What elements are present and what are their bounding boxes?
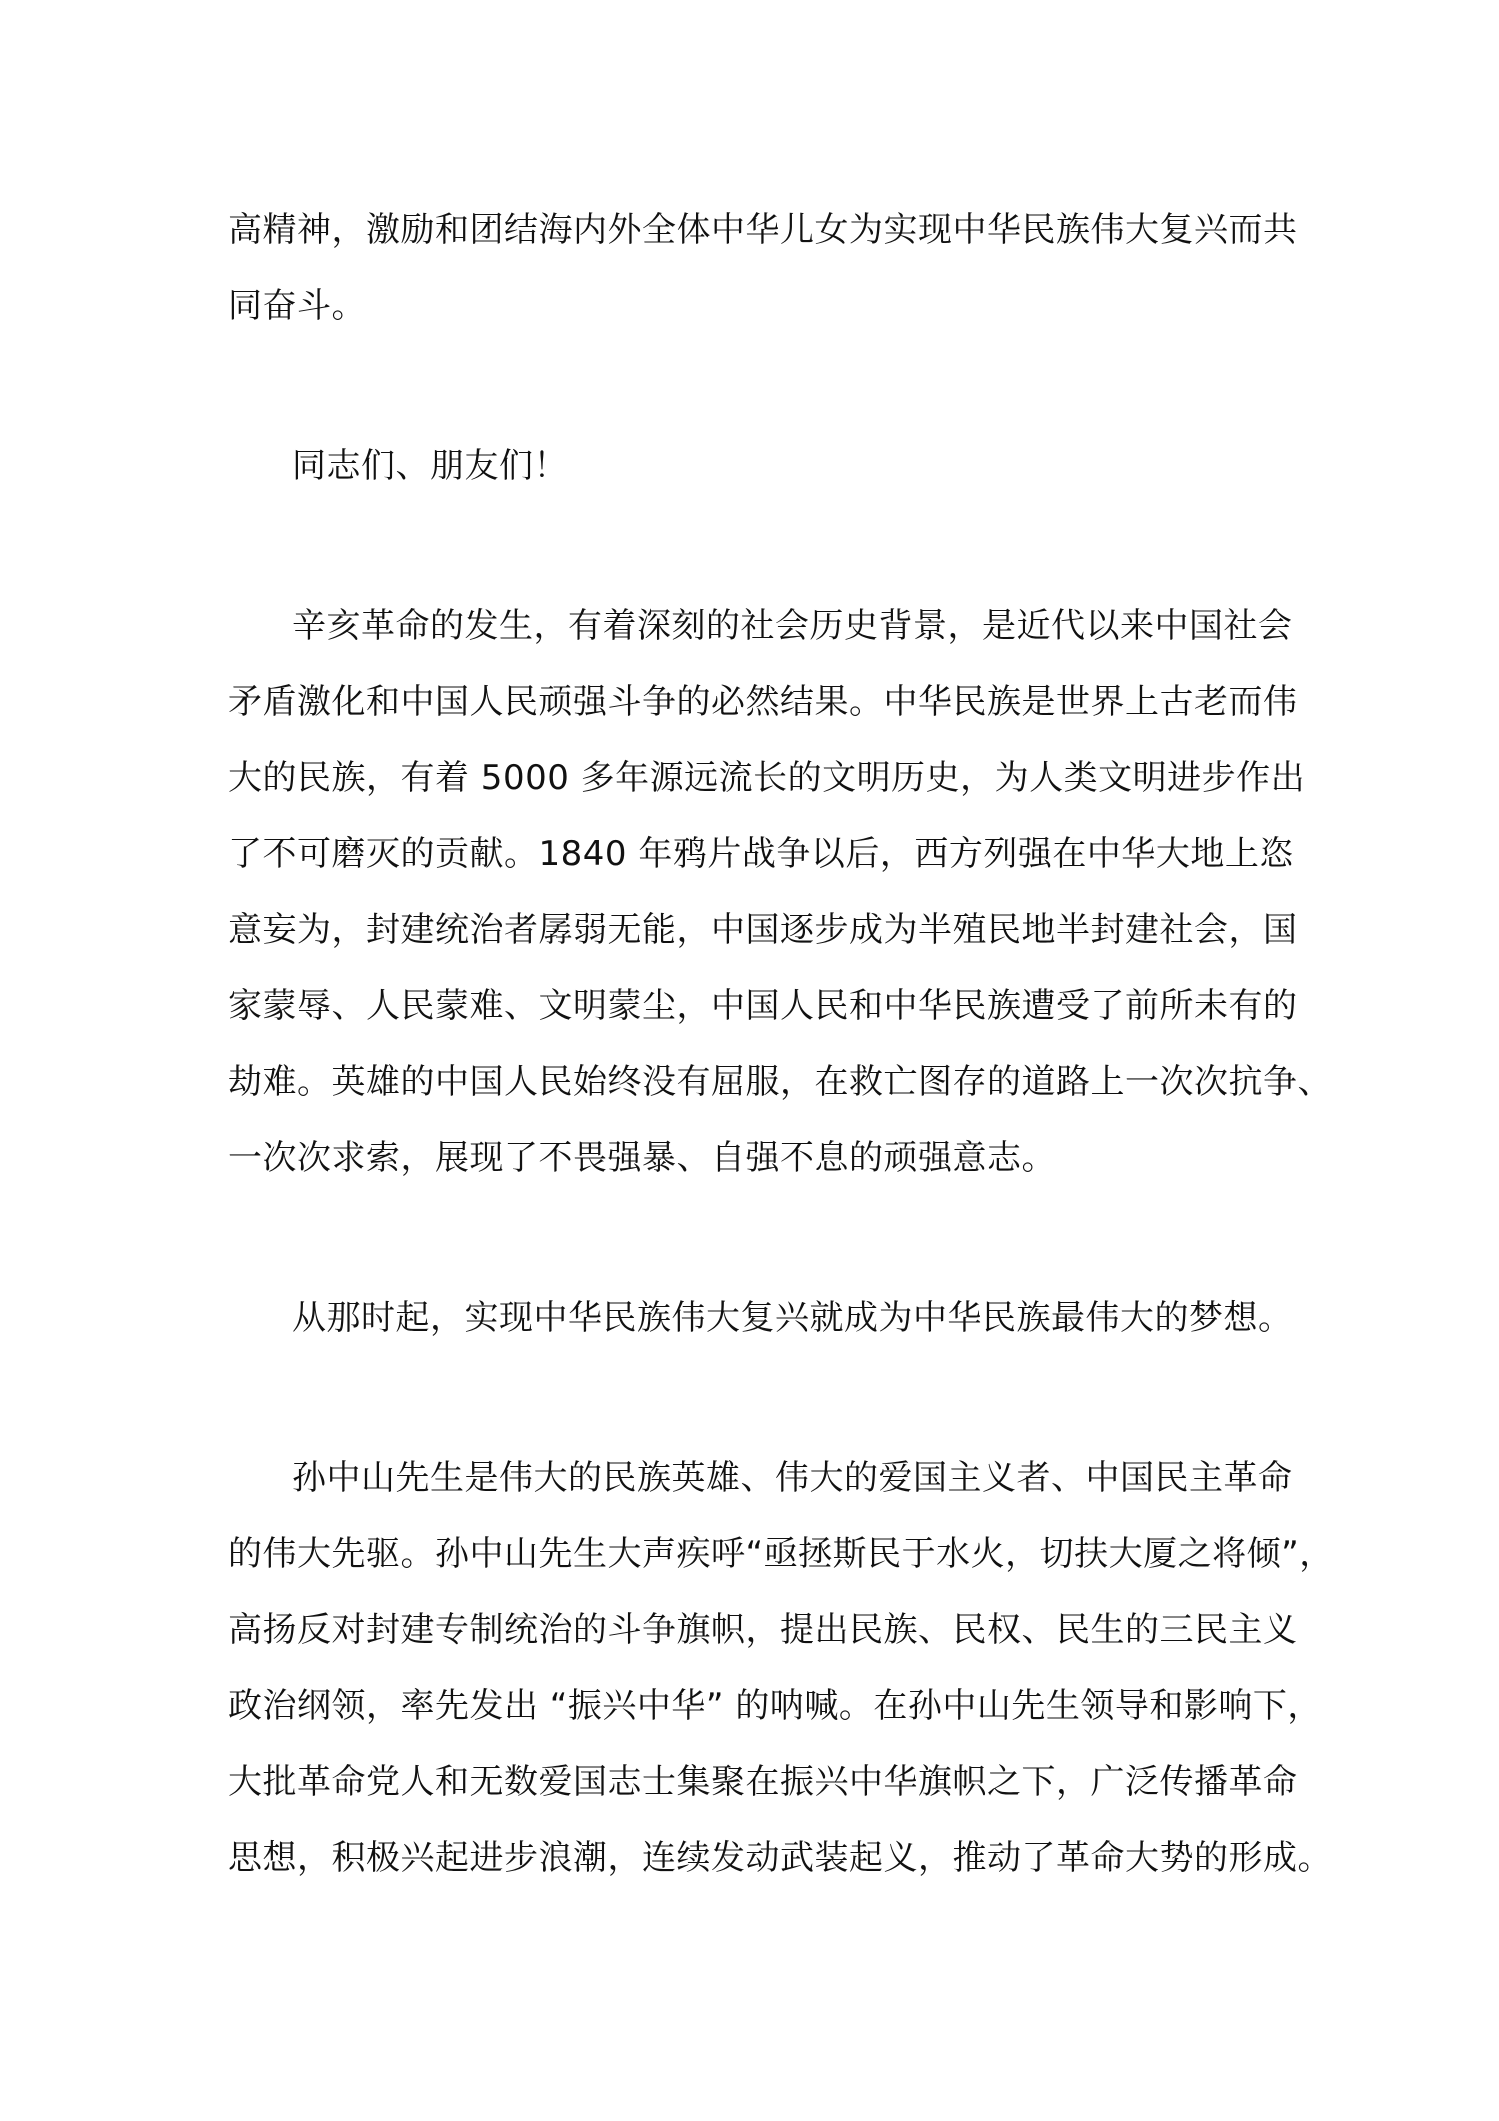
paragraph-gap — [228, 1196, 1274, 1280]
text-line: 辛亥革命的发生，有着深刻的社会历史背景，是近代以来中国社会 — [292, 606, 1293, 646]
text-line: 一次次求索，展现了不畏强暴、自强不息的顽强意志。 — [228, 1138, 1056, 1178]
text-line: 的伟大先驱。孙中山先生大声疾呼“亟拯斯民于水火，切扶大厦之将倾”， — [228, 1534, 1334, 1574]
text-line: 矛盾激化和中国人民顽强斗争的必然结果。中华民族是世界上古老而伟 — [228, 682, 1298, 722]
text-line: 意妄为，封建统治者孱弱无能，中国逐步成为半殖民地半封建社会，国 — [228, 910, 1298, 950]
document-body — [228, 192, 1334, 1896]
text-line: 从那时起，实现中华民族伟大复兴就成为中华民族最伟大的梦想。 — [292, 1298, 1293, 1338]
paragraph-xinhai-background — [228, 588, 1332, 1196]
paragraph-gap — [228, 1356, 1274, 1440]
text-line: 同志们、朋友们！ — [292, 446, 568, 486]
text-line: 高精神，激励和团结海内外全体中华儿女为实现中华民族伟大复兴而共 — [228, 210, 1298, 250]
text-line: 家蒙辱、人民蒙难、文明蒙尘，中国人民和中华民族遭受了前所未有的 — [228, 986, 1298, 1026]
text-line: 大的民族，有着 5000 多年源远流长的文明历史，为人类文明进步作出 — [228, 758, 1306, 798]
text-line: 政治纲领，率先发出 “振兴中华” 的呐喊。在孙中山先生领导和影响下， — [228, 1686, 1322, 1726]
paragraph-sun-yat-sen — [228, 1440, 1334, 1896]
text-line: 孙中山先生是伟大的民族英雄、伟大的爱国主义者、中国民主革命 — [292, 1458, 1293, 1498]
paragraph-salutation — [228, 428, 1274, 504]
paragraph-gap — [228, 344, 1274, 428]
paragraph-gap — [228, 504, 1274, 588]
text-line: 大批革命党人和无数爱国志士集聚在振兴中华旗帜之下，广泛传播革命 — [228, 1762, 1298, 1802]
text-line: 高扬反对封建专制统治的斗争旗帜，提出民族、民权、民生的三民主义 — [228, 1610, 1298, 1650]
text-line: 同奋斗。 — [228, 286, 366, 326]
paragraph-dream — [228, 1280, 1293, 1356]
paragraph-continuation — [228, 192, 1298, 344]
text-line: 了不可磨灭的贡献。1840 年鸦片战争以后，西方列强在中华大地上恣 — [228, 834, 1294, 874]
text-line: 思想，积极兴起进步浪潮，连续发动武装起义，推动了革命大势的形成。 — [228, 1838, 1332, 1878]
text-line: 劫难。英雄的中国人民始终没有屈服，在救亡图存的道路上一次次抗争、 — [228, 1062, 1332, 1102]
